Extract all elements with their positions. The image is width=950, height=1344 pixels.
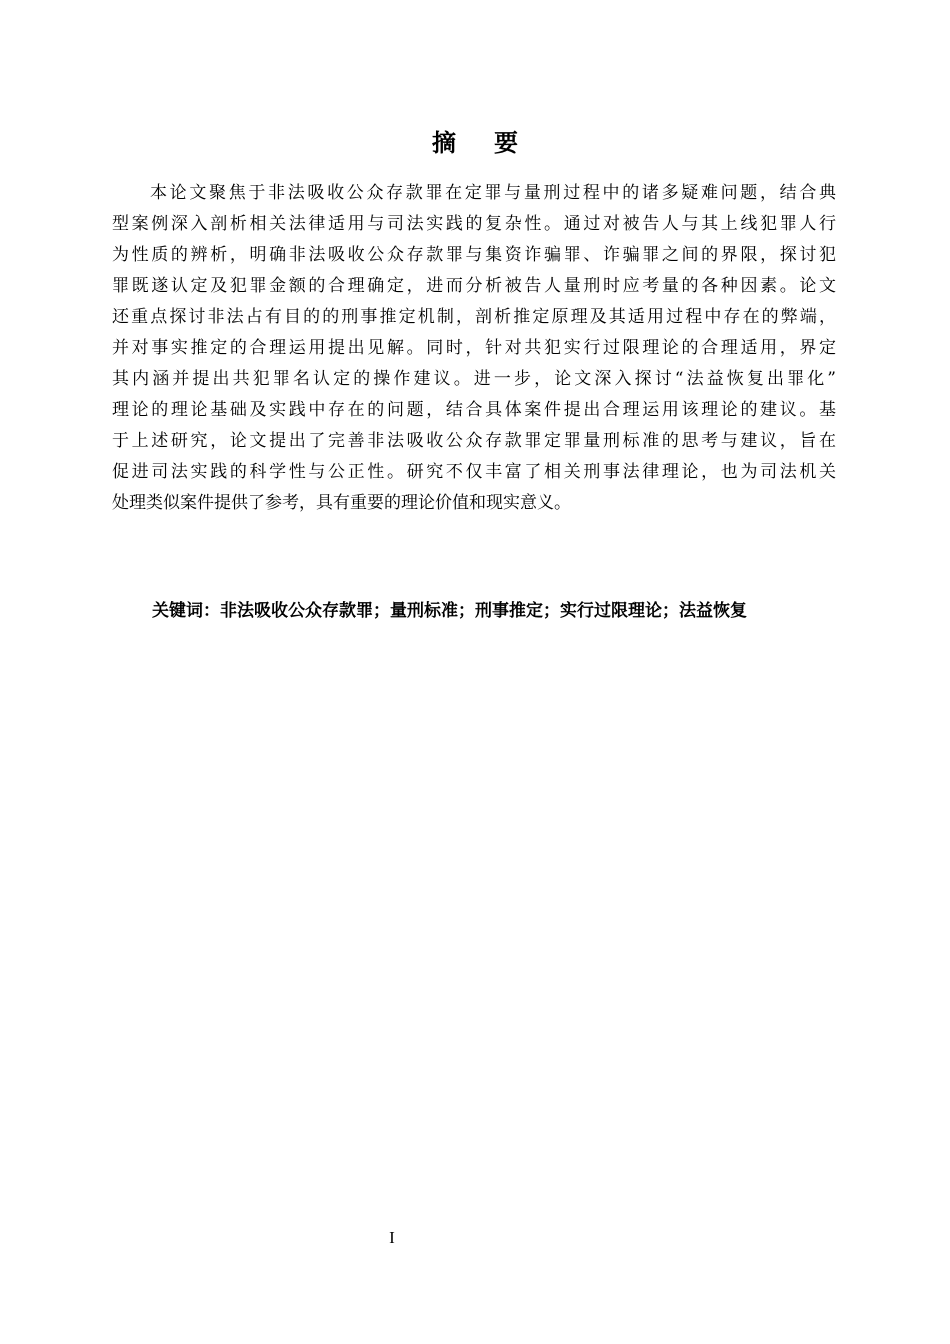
abstract-line: 于上述研究，论文提出了完善非法吸收公众存款罪定罪量刑标准的思考与建议，旨在 xyxy=(112,431,836,451)
keywords-label: 关键词： xyxy=(152,601,220,621)
abstract-line: 其内涵并提出共犯罪名认定的操作建议。进一步，论文深入探讨“法益恢复出罪化” xyxy=(112,369,836,389)
abstract-line: 本论文聚焦于非法吸收公众存款罪在定罪与量刑过程中的诸多疑难问题，结合典 xyxy=(150,183,836,203)
page-title: 摘要 xyxy=(432,129,556,157)
abstract-body xyxy=(112,178,836,519)
abstract-line: 理论的理论基础及实践中存在的问题，结合具体案件提出合理运用该理论的建议。基 xyxy=(112,400,836,420)
page-number: I xyxy=(389,1228,395,1247)
abstract-line: 罪既遂认定及犯罪金额的合理确定，进而分析被告人量刑时应考量的各种因素。论文 xyxy=(112,276,836,296)
abstract-line: 处理类似案件提供了参考，具有重要的理论价值和现实意义。 xyxy=(112,493,571,513)
keywords xyxy=(152,596,852,626)
abstract-line: 促进司法实践的科学性与公正性。研究不仅丰富了相关刑事法律理论，也为司法机关 xyxy=(112,462,836,482)
abstract-line: 型案例深入剖析相关法律适用与司法实践的复杂性。通过对被告人与其上线犯罪人行 xyxy=(112,214,836,234)
abstract-line: 为性质的辨析，明确非法吸收公众存款罪与集资诈骗罪、诈骗罪之间的界限，探讨犯 xyxy=(112,245,836,265)
keywords-values: 非法吸收公众存款罪；量刑标准；刑事推定；实行过限理论；法益恢复 xyxy=(220,601,747,621)
abstract-line: 还重点探讨非法占有目的的刑事推定机制，剖析推定原理及其适用过程中存在的弊端， xyxy=(112,307,836,327)
abstract-line: 并对事实推定的合理运用提出见解。同时，针对共犯实行过限理论的合理适用，界定 xyxy=(112,338,836,358)
